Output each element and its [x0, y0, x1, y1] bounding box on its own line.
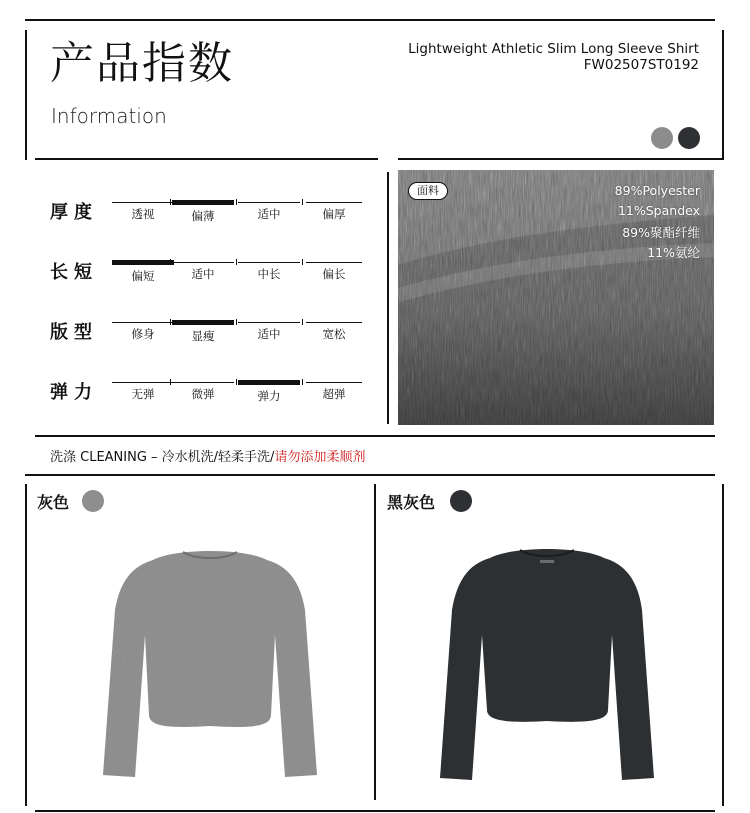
color-dot-dark — [450, 490, 472, 512]
left-border-lower — [25, 484, 27, 806]
color-dot-gray — [82, 490, 104, 512]
spec-option: 超弹 — [306, 380, 362, 402]
cleaning-instructions — [50, 446, 365, 465]
spec-option: 偏长 — [306, 260, 362, 282]
bottom-border — [35, 810, 715, 812]
header-divider-right — [398, 158, 724, 160]
left-border-upper — [25, 30, 27, 160]
color-swatch-gray[interactable] — [651, 127, 673, 149]
header-divider-left — [35, 158, 378, 160]
spec-option: 偏薄 — [172, 200, 234, 224]
spec-label-elasticity: 弹力 — [50, 382, 98, 403]
product-code: FW02507ST0192 — [583, 57, 699, 73]
shirt-image-dark — [432, 540, 662, 785]
spec-option: 偏厚 — [306, 200, 362, 222]
spec-option: 适中 — [238, 200, 300, 222]
spec-tick — [170, 379, 171, 385]
color-name-dark: 黑灰色 — [387, 493, 436, 512]
spec-divider — [35, 435, 715, 437]
spec-option: 偏短 — [112, 260, 174, 284]
spec-option: 弹力 — [238, 380, 300, 404]
spec-option: 显瘦 — [172, 320, 234, 344]
cleaning-divider — [25, 474, 715, 476]
cleaning-warning: 请勿添加柔顺剂 — [274, 450, 366, 465]
fabric-texture-image — [398, 170, 714, 425]
color-name-gray: 灰色 — [37, 493, 70, 512]
spec-tick — [170, 199, 171, 205]
spec-tick — [170, 259, 171, 265]
page-subtitle: Information — [51, 104, 167, 128]
spec-option: 无弹 — [112, 380, 174, 402]
fabric-tag: 面料 — [408, 182, 448, 200]
spec-option: 修身 — [112, 320, 174, 342]
color-swatch-dark[interactable] — [678, 127, 700, 149]
spec-tick — [302, 319, 303, 325]
product-name: Lightweight Athletic Slim Long Sleeve Shirt — [408, 41, 699, 57]
spec-option: 微弹 — [172, 380, 234, 402]
spec-tick — [236, 259, 237, 265]
composition-line: 89%聚酯纤维 — [622, 225, 700, 240]
color-divider — [374, 484, 376, 800]
composition-line: 89%Polyester — [614, 183, 700, 198]
spec-label-fit: 版型 — [50, 322, 98, 343]
composition-line: 11%氨纶 — [647, 245, 700, 260]
spec-option: 适中 — [172, 260, 234, 282]
spec-label-thickness: 厚度 — [50, 202, 98, 223]
spec-tick — [302, 379, 303, 385]
spec-tick — [236, 199, 237, 205]
spec-tick — [170, 319, 171, 325]
shirt-image-gray — [95, 540, 325, 780]
top-border — [25, 19, 715, 21]
page-title: 产品指数 — [50, 38, 234, 89]
spec-tick — [236, 379, 237, 385]
spec-option: 宽松 — [306, 320, 362, 342]
spec-fabric-divider — [387, 172, 389, 424]
cleaning-text: 洗涤 CLEANING – 冷水机洗/轻柔手洗/ — [50, 450, 275, 465]
spec-tick — [302, 199, 303, 205]
spec-option: 适中 — [238, 320, 300, 342]
spec-tick — [236, 319, 237, 325]
composition-line: 11%Spandex — [617, 203, 700, 218]
right-border-upper — [722, 30, 724, 160]
right-border-lower — [722, 484, 724, 806]
spec-label-length: 长短 — [50, 262, 98, 283]
spec-option: 透视 — [112, 200, 174, 222]
spec-option: 中长 — [238, 260, 300, 282]
spec-tick — [302, 259, 303, 265]
